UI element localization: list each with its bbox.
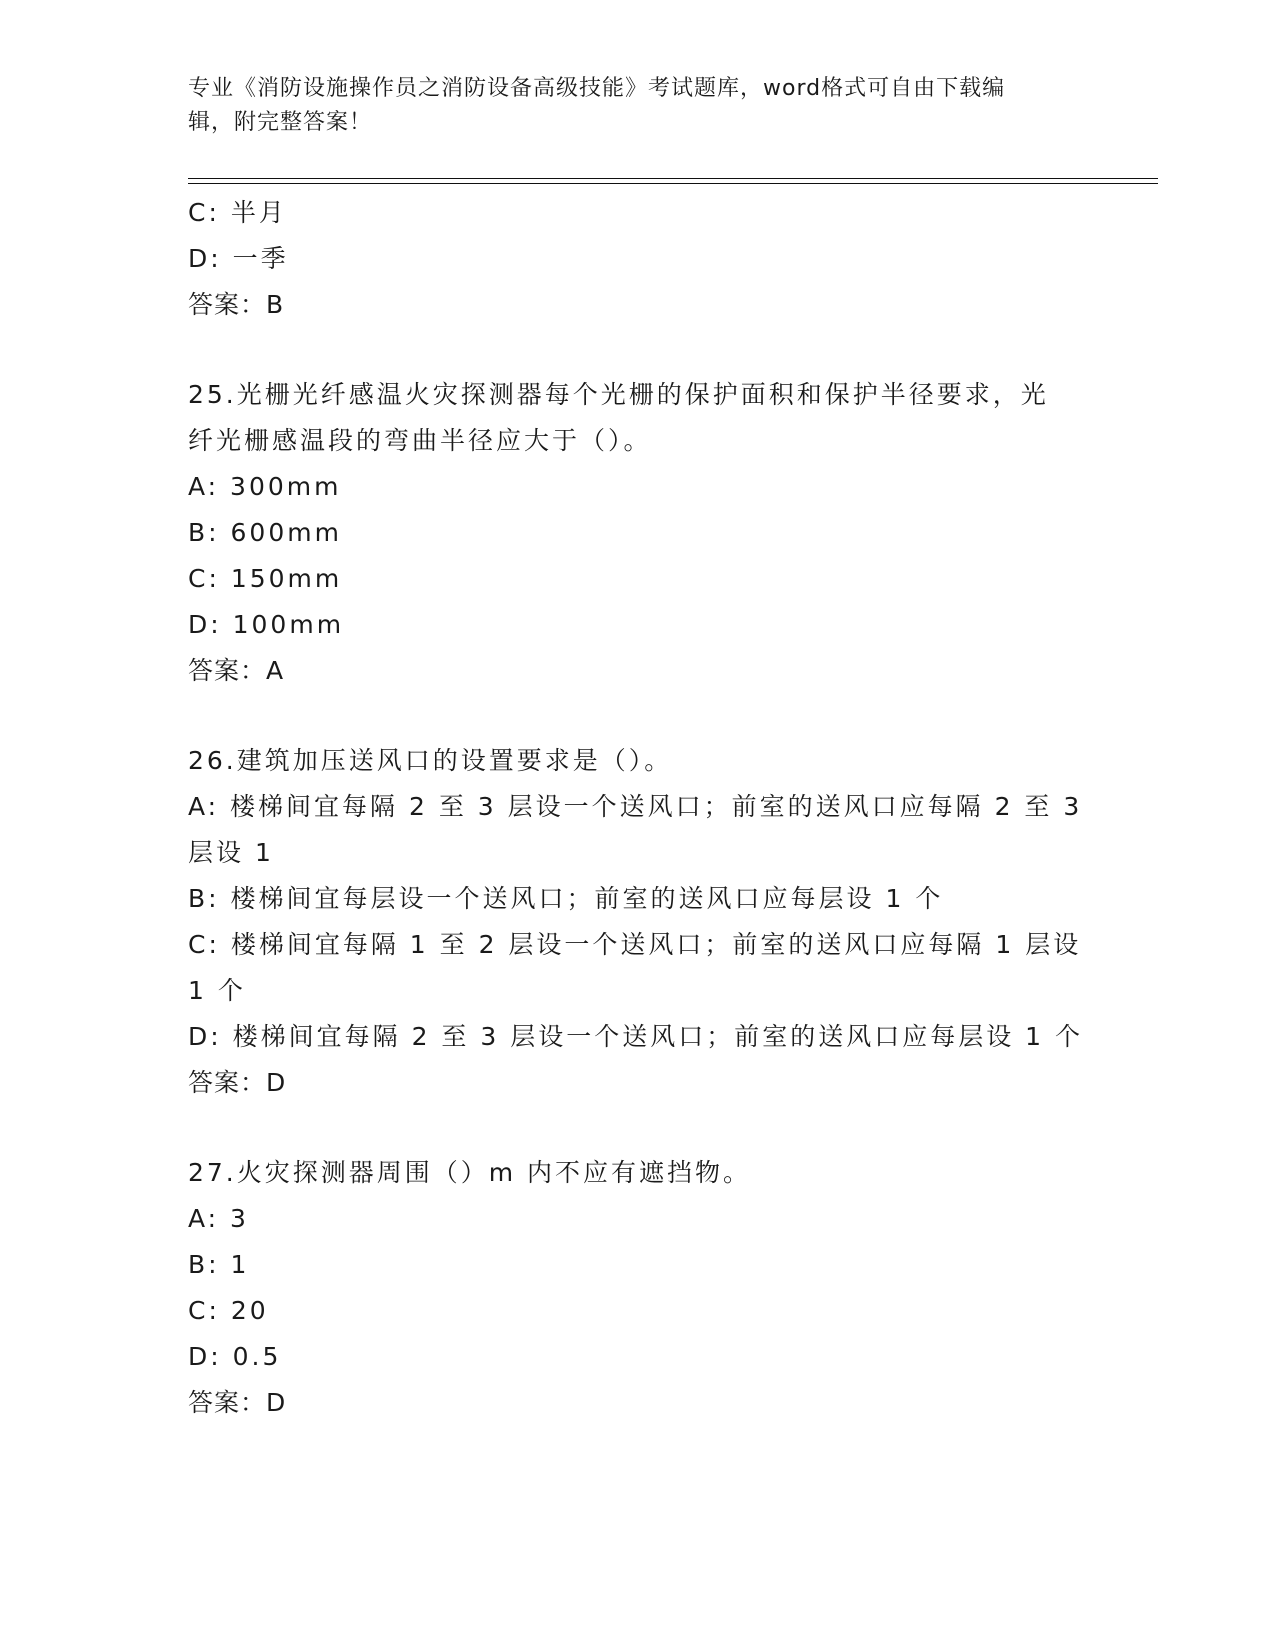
option-a: A: 3 bbox=[188, 1204, 249, 1233]
header-rule-bottom bbox=[188, 183, 1158, 184]
question-25 bbox=[188, 372, 1088, 694]
header-line-1: 专业《消防设施操作员之消防设备高级技能》考试题库，word格式可自由下载编 bbox=[188, 76, 1006, 101]
answer-label: 答案：A bbox=[188, 656, 285, 685]
question-stem: 25.光栅光纤感温火灾探测器每个光栅的保护面积和保护半径要求，光 bbox=[188, 380, 1049, 409]
answer-label: 答案：D bbox=[188, 1388, 287, 1417]
answer-label: 答案：D bbox=[188, 1068, 287, 1097]
option-a: A: 300mm bbox=[188, 472, 342, 501]
answer-label: 答案：B bbox=[188, 290, 285, 319]
header-rule-top bbox=[188, 178, 1158, 179]
option-a-continued: 层设 1 bbox=[188, 838, 274, 867]
question-24-tail bbox=[188, 190, 1088, 328]
question-stem: 26.建筑加压送风口的设置要求是（）。 bbox=[188, 746, 673, 775]
option-c: C: 20 bbox=[188, 1296, 269, 1325]
option-d: D: 一季 bbox=[188, 244, 289, 273]
question-27 bbox=[188, 1150, 1088, 1426]
header-line-2: 辑，附完整答案！ bbox=[188, 110, 373, 135]
option-a: A: 楼梯间宜每隔 2 至 3 层设一个送风口；前室的送风口应每隔 2 至 3 bbox=[188, 792, 1083, 821]
option-d: D: 100mm bbox=[188, 610, 345, 639]
option-d: D: 楼梯间宜每隔 2 至 3 层设一个送风口；前室的送风口应每层设 1 个 bbox=[188, 1022, 1084, 1051]
question-stem-continued: 纤光栅感温段的弯曲半径应大于（）。 bbox=[188, 426, 652, 455]
option-b: B: 600mm bbox=[188, 518, 342, 547]
option-c-continued: 1 个 bbox=[188, 976, 246, 1005]
option-c: C: 150mm bbox=[188, 564, 343, 593]
option-b: B: 1 bbox=[188, 1250, 250, 1279]
option-c: C: 半月 bbox=[188, 198, 287, 227]
option-c: C: 楼梯间宜每隔 1 至 2 层设一个送风口；前室的送风口应每隔 1 层设 bbox=[188, 930, 1082, 959]
question-26 bbox=[188, 738, 1088, 1106]
page-header bbox=[188, 72, 1068, 140]
question-list bbox=[188, 190, 1088, 1426]
question-stem: 27.火灾探测器周围（）m 内不应有遮挡物。 bbox=[188, 1158, 752, 1187]
option-b: B: 楼梯间宜每层设一个送风口；前室的送风口应每层设 1 个 bbox=[188, 884, 944, 913]
option-d: D: 0.5 bbox=[188, 1342, 282, 1371]
